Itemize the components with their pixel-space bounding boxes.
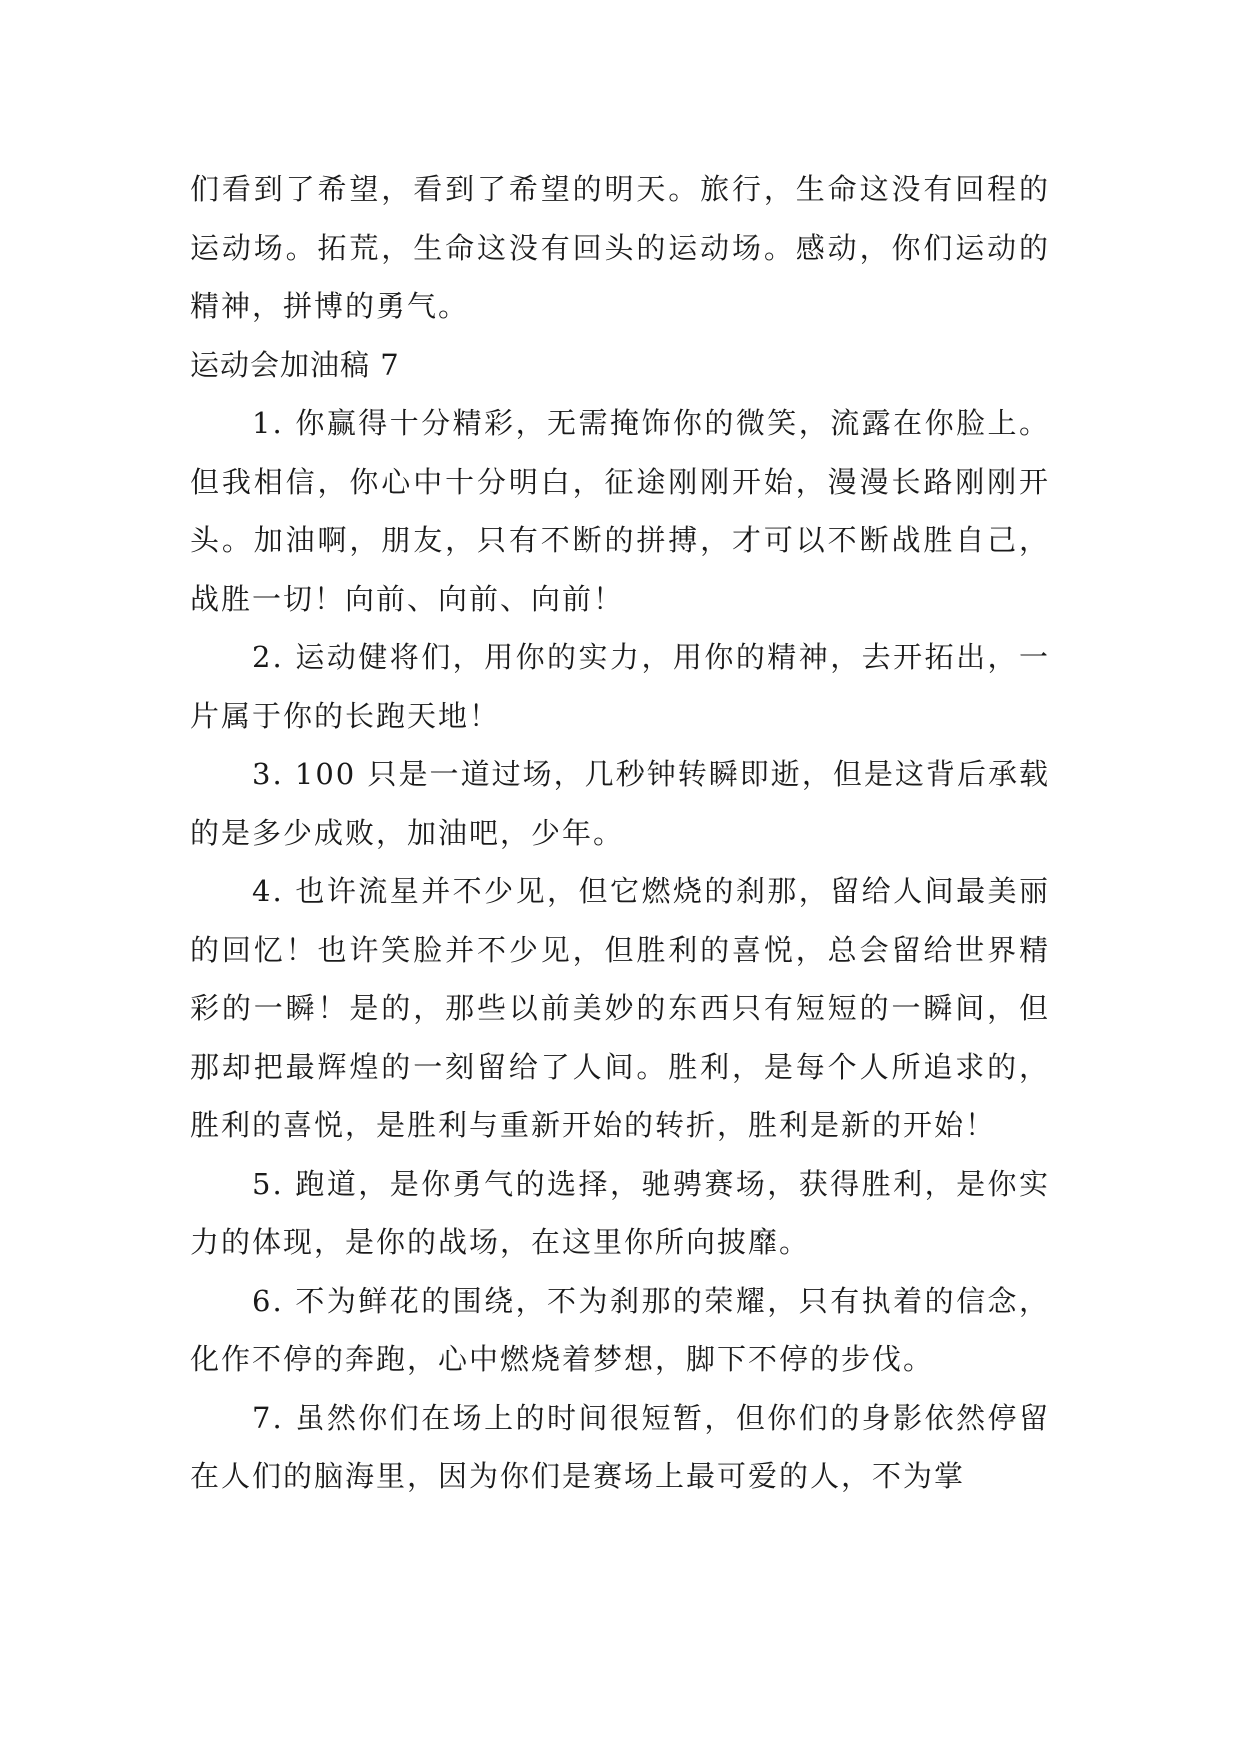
list-item-6: 6. 不为鲜花的围绕，不为刹那的荣耀，只有执着的信念，化作不停的奔跑，心中燃烧着梦想，脚下不停的步伐。 xyxy=(190,1283,1050,1376)
section-title: 运动会加油稿 7 xyxy=(190,347,400,382)
document-body xyxy=(190,160,1050,1506)
list-item-4: 4. 也许流星并不少见，但它燃烧的刹那，留给人间最美丽的回忆！也许笑脸并不少见，但胜利的喜悦，总会留给世界精彩的一瞬！是的，那些以前美妙的东西只有短短的一瞬间，但那却把最辉煌的一刻留给了人间。胜利，是每个人所追求的，胜利的喜悦，是胜利与重新开始的转折，胜利是新的开始！ xyxy=(190,874,1050,1142)
list-item-3: 3. 100 只是一道过场，几秒钟转瞬即逝，但是这背后承载的是多少成败，加油吧，少年。 xyxy=(190,757,1050,850)
list-item-2: 2. 运动健将们，用你的实力，用你的精神，去开拓出，一片属于你的长跑天地！ xyxy=(190,640,1050,733)
list-item-7: 7. 虽然你们在场上的时间很短暂，但你们的身影依然停留在人们的脑海里，因为你们是赛场上最可爱的人，不为掌 xyxy=(190,1400,1050,1493)
intro-paragraph: 们看到了希望，看到了希望的明天。旅行，生命这没有回程的运动场。拓荒，生命这没有回头的运动场。感动，你们运动的精神，拼博的勇气。 xyxy=(190,172,1050,323)
list-item-5: 5. 跑道，是你勇气的选择，驰骋赛场，获得胜利，是你实力的体现，是你的战场，在这里你所向披靡。 xyxy=(190,1166,1050,1259)
list-item-1: 1. 你赢得十分精彩，无需掩饰你的微笑，流露在你脸上。但我相信，你心中十分明白，征途刚刚开始，漫漫长路刚刚开头。加油啊，朋友，只有不断的拼搏，才可以不断战胜自己，战胜一切！向前、向前、向前！ xyxy=(190,406,1050,616)
